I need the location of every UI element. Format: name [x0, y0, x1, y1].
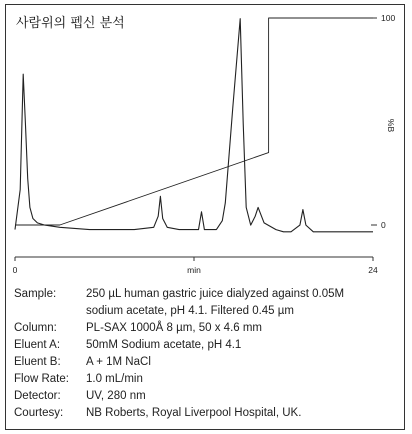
detail-value-line: 250 µL human gastric juice dialyzed against 0.05M	[86, 288, 345, 300]
right-tick-label: 0	[381, 220, 386, 230]
detail-row	[14, 337, 400, 354]
detail-label: Eluent A:	[14, 339, 61, 351]
detail-label: Sample:	[14, 288, 57, 300]
detail-value-line: PL-SAX 1000Å 8 µm, 50 x 4.6 mm	[86, 322, 263, 334]
plot-area	[13, 13, 396, 275]
detail-value	[86, 388, 400, 405]
detail-label: Eluent B:	[14, 356, 61, 368]
detail-value-line: sodium acetate, pH 4.1. Filtered 0.45 µm	[86, 305, 294, 317]
detail-label: Flow Rate:	[14, 373, 69, 385]
detail-value-line: 50mM Sodium acetate, pH 4.1	[86, 339, 242, 351]
detail-value-line: NB Roberts, Royal Liverpool Hospital, UK.	[86, 407, 302, 419]
method-details	[14, 286, 400, 422]
detail-value	[86, 354, 400, 371]
detail-value-line: A + 1M NaCl	[86, 356, 151, 368]
detail-value-line: 1.0 mL/min	[86, 373, 143, 385]
detail-row	[14, 371, 400, 388]
detail-row	[14, 405, 400, 422]
detail-row	[14, 354, 400, 371]
gradient-line	[15, 18, 373, 225]
right-tick-label: 100	[381, 13, 396, 23]
detail-row	[14, 286, 400, 320]
x-tick-label: 0	[12, 265, 18, 275]
detail-value	[86, 286, 400, 320]
detail-row	[14, 388, 400, 405]
absorbance-trace	[15, 19, 373, 232]
chart-title: 사람위의 펩신 분석	[16, 16, 125, 31]
x-tick-label: 24	[368, 265, 378, 275]
detail-value	[86, 371, 400, 388]
detail-row	[14, 320, 400, 337]
detail-value	[86, 405, 400, 422]
detail-value	[86, 320, 400, 337]
detail-label: Courtesy:	[14, 407, 64, 419]
right-axis-label: %B	[386, 118, 396, 133]
detail-value	[86, 337, 400, 354]
detail-label: Column:	[14, 322, 57, 334]
x-tick-label: min	[187, 265, 201, 275]
detail-label: Detector:	[14, 390, 61, 402]
detail-value-line: UV, 280 nm	[86, 390, 146, 402]
